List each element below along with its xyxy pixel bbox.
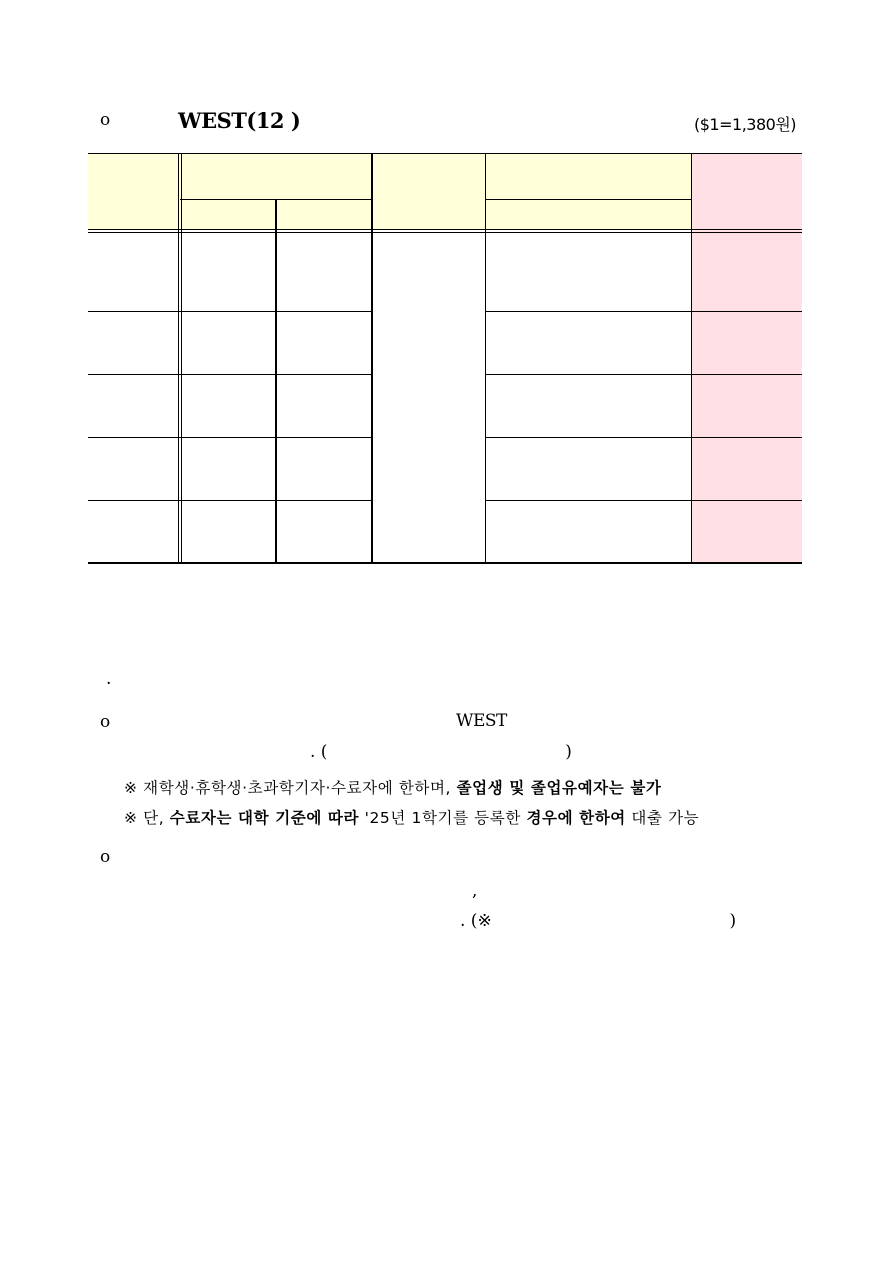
highlight-column [691,153,802,564]
comma-mark: , [472,881,478,901]
note-text: '25년 1학기를 등록한 [364,809,521,827]
note-emphasis: 경우에 한하여 [526,809,626,827]
note-text: 재학생·휴학생·초과학기자·수료자에 한하며, [143,779,452,797]
table-bottom-border [88,562,802,564]
bullet1-continuation: . ( ) [310,742,572,762]
column-divider-double [181,153,182,564]
column-divider-double [178,153,179,564]
row-divider [485,437,802,438]
header-subdivider [485,199,691,200]
section-dot: · [106,674,112,694]
row-divider [88,311,371,312]
bullet2-continuation: . (※ ) [460,911,737,931]
note-emphasis: 수료자는 대학 기준에 따라 [169,809,360,827]
table-top-border [88,153,802,154]
section-title: WEST(12 ) [178,108,301,133]
note-mark: ※ [124,779,138,797]
completion-note [124,806,699,828]
column-divider [691,153,692,564]
header-bottom-border [88,229,802,230]
bullet-marker: o [100,847,111,867]
program-name: WEST [456,711,507,731]
header-bottom-border [88,232,802,233]
exchange-rate: ($1=1,380원) [694,115,797,134]
note-text: 대출 가능 [631,809,700,827]
note-emphasis: 졸업생 및 졸업유예자는 불가 [456,779,662,797]
note-text: 단, [143,809,165,827]
row-divider [88,500,371,501]
row-divider [88,437,371,438]
note-mark: ※ [124,809,138,827]
column-divider [371,153,373,564]
row-divider [485,500,802,501]
loan-table [88,153,802,564]
row-divider [88,374,371,375]
bullet-marker: o [100,110,111,130]
bullet-marker: o [100,712,111,732]
eligibility-note [124,776,661,798]
column-divider [275,199,277,564]
row-divider [485,311,802,312]
column-divider [485,153,486,564]
row-divider [485,374,802,375]
